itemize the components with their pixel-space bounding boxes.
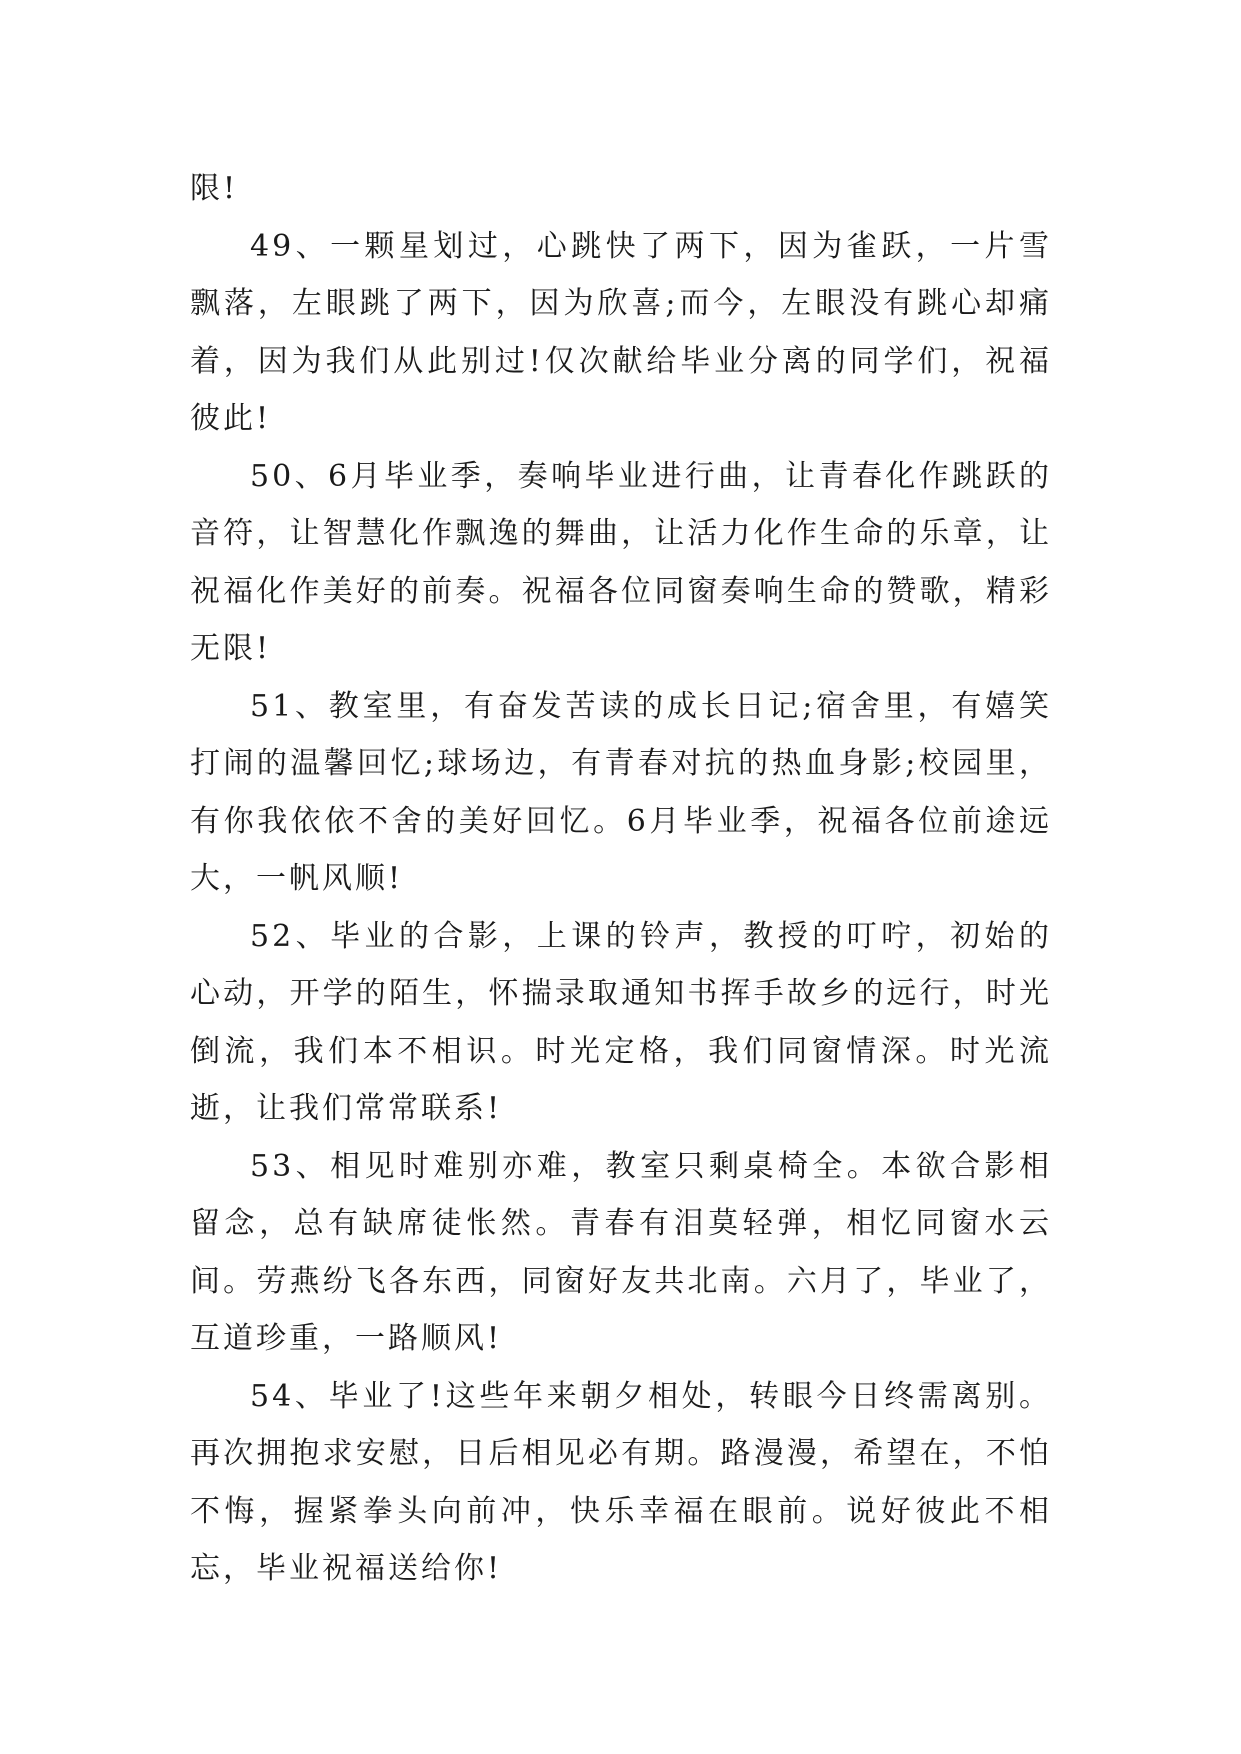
document-body [190, 160, 1052, 1598]
paragraph-52: 52、毕业的合影，上课的铃声，教授的叮咛，初始的心动，开学的陌生，怀揣录取通知书挥手故乡的远行，时光倒流，我们本不相识。时光定格，我们同窗情深。时光流逝，让我们常常联系! [190, 918, 1052, 1126]
paragraph-51: 51、教室里，有奋发苦读的成长日记;宿舍里，有嬉笑打闹的温馨回忆;球场边，有青春对抗的热血身影;校园里，有你我依依不舍的美好回忆。6月毕业季，祝福各位前途远大，一帆风顺! [190, 688, 1052, 896]
paragraph-50: 50、6月毕业季，奏响毕业进行曲，让青春化作跳跃的音符，让智慧化作飘逸的舞曲，让活力化作生命的乐章，让祝福化作美好的前奏。祝福各位同窗奏响生命的赞歌，精彩无限! [190, 458, 1052, 666]
paragraph-53: 53、相见时难别亦难，教室只剩桌椅全。本欲合影相留念，总有缺席徒怅然。青春有泪莫轻弹，相忆同窗水云间。劳燕纷飞各东西，同窗好友共北南。六月了，毕业了，互道珍重，一路顺风! [190, 1148, 1052, 1356]
paragraph-49: 49、一颗星划过，心跳快了两下，因为雀跃，一片雪飘落，左眼跳了两下，因为欣喜;而今，左眼没有跳心却痛着，因为我们从此别过!仅次献给毕业分离的同学们，祝福彼此! [190, 228, 1052, 436]
paragraph-continuation: 限! [190, 171, 239, 206]
paragraph-54: 54、毕业了!这些年来朝夕相处，转眼今日终需离别。再次拥抱求安慰，日后相见必有期。路漫漫，希望在，不怕不悔，握紧拳头向前冲，快乐幸福在眼前。说好彼此不相忘，毕业祝福送给你! [190, 1378, 1052, 1586]
